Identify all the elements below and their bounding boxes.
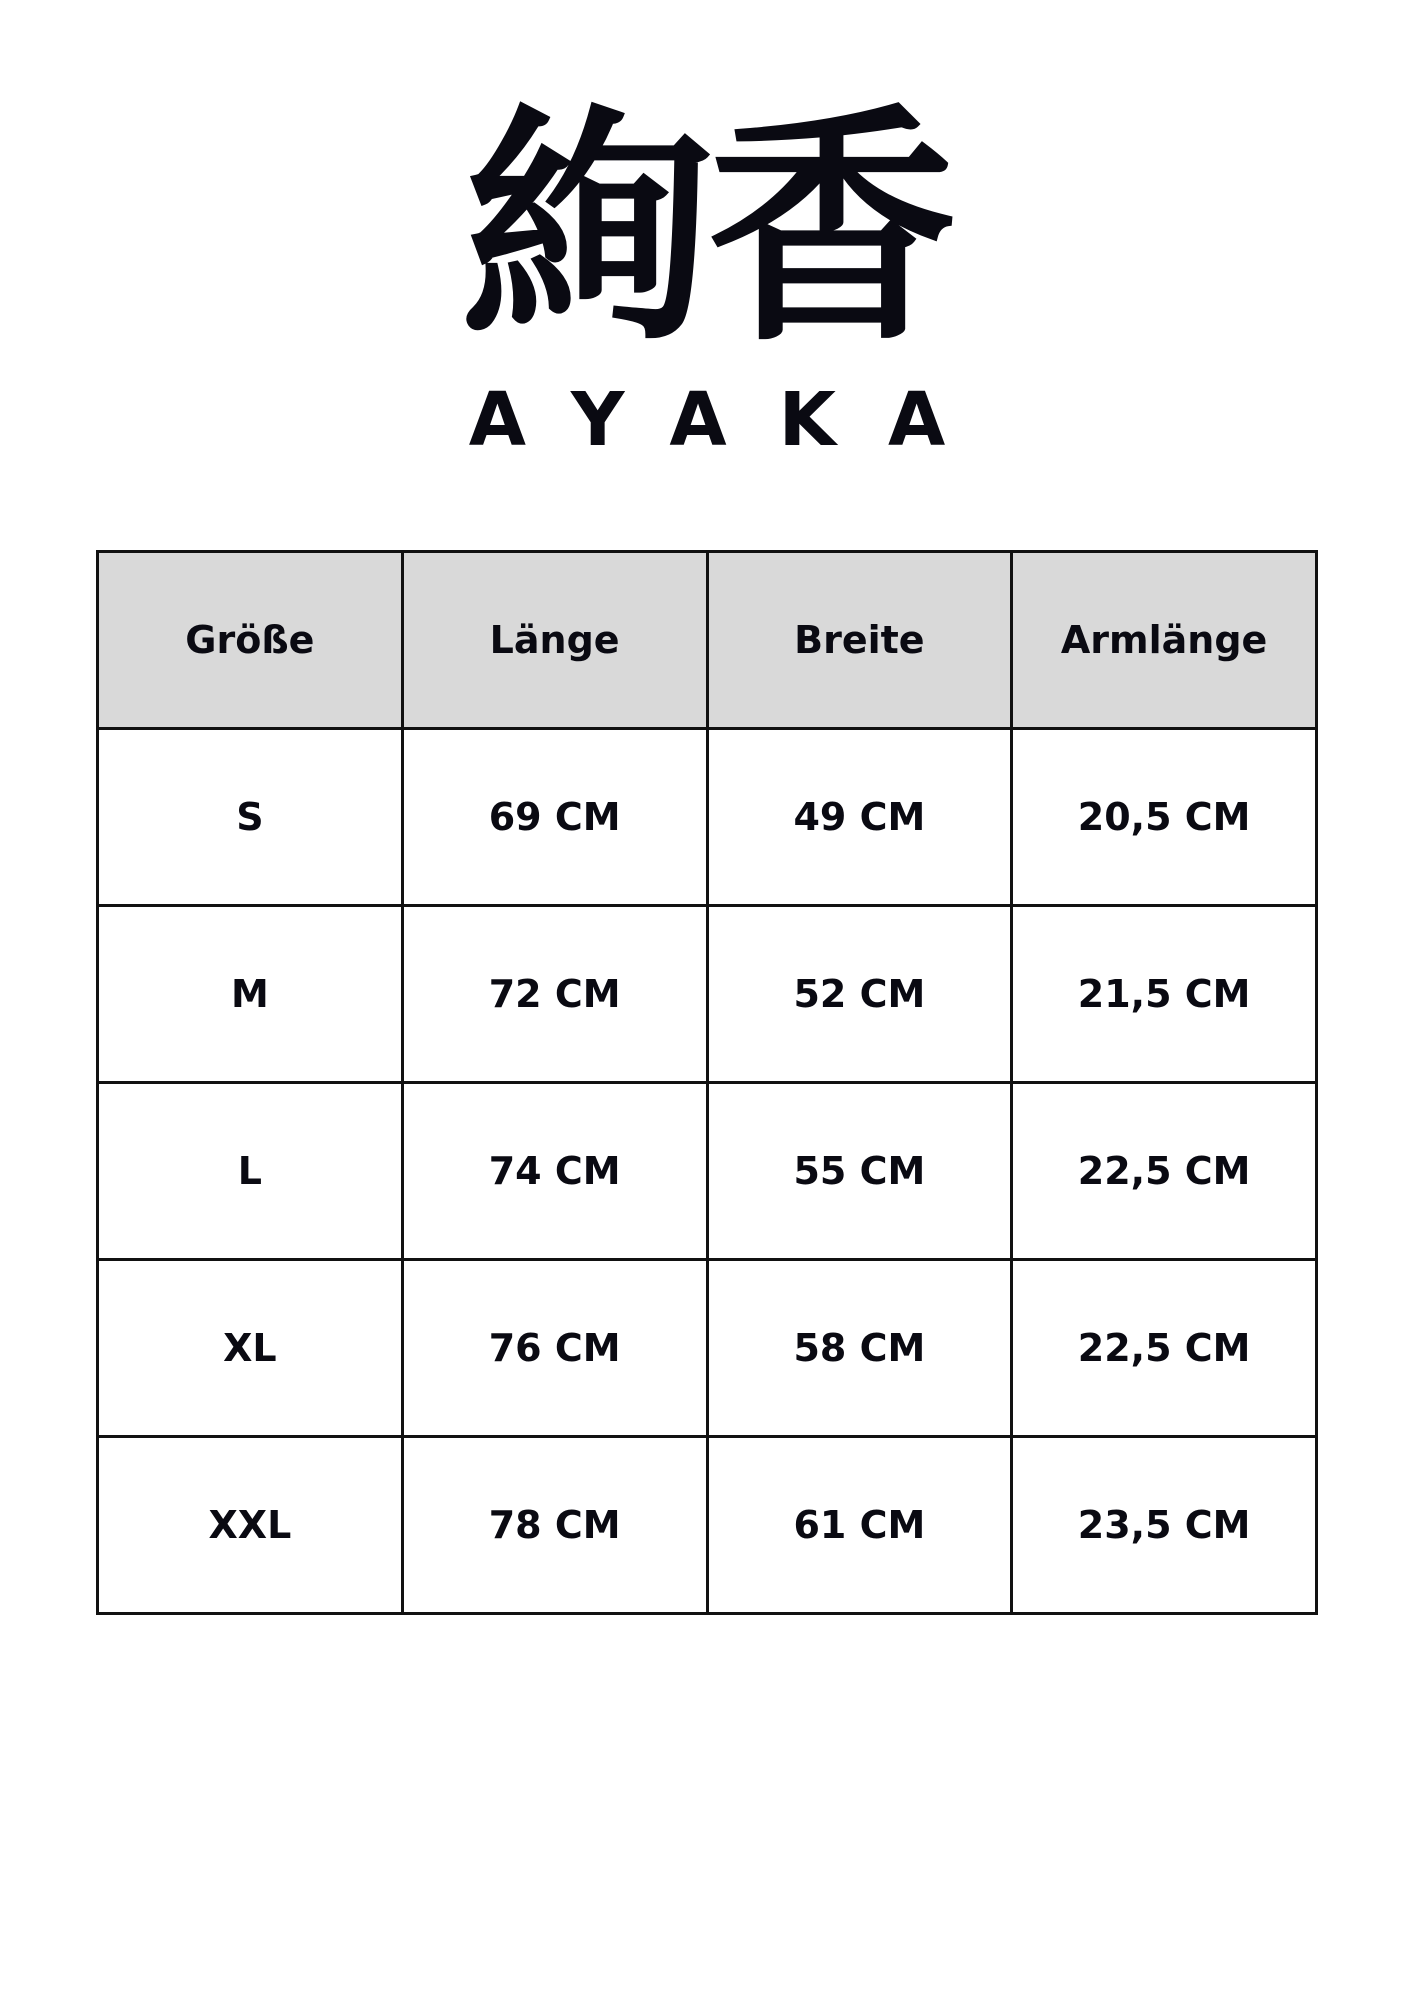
header-size: Größe — [98, 552, 403, 729]
table-row — [98, 729, 1317, 906]
cell-sleeve-length: 21,5 CM — [1012, 906, 1317, 1083]
cell-width: 52 CM — [707, 906, 1012, 1083]
cell-length: 78 CM — [402, 1437, 707, 1614]
cell-sleeve-length: 22,5 CM — [1012, 1260, 1317, 1437]
brand-name: AYAKA — [468, 377, 998, 463]
cell-width: 49 CM — [707, 729, 1012, 906]
table-row — [98, 1437, 1317, 1614]
cell-width: 61 CM — [707, 1437, 1012, 1614]
cell-width: 55 CM — [707, 1083, 1012, 1260]
table-header-row — [98, 552, 1317, 729]
cell-size: S — [98, 729, 403, 906]
cell-length: 72 CM — [402, 906, 707, 1083]
brand-kanji: 絢香 — [463, 84, 951, 375]
cell-size: M — [98, 906, 403, 1083]
cell-sleeve-length: 23,5 CM — [1012, 1437, 1317, 1614]
cell-length: 74 CM — [402, 1083, 707, 1260]
table-row — [98, 906, 1317, 1083]
header-width: Breite — [707, 552, 1012, 729]
cell-size: XL — [98, 1260, 403, 1437]
cell-sleeve-length: 22,5 CM — [1012, 1083, 1317, 1260]
cell-size: XXL — [98, 1437, 403, 1614]
cell-sleeve-length: 20,5 CM — [1012, 729, 1317, 906]
header-length: Länge — [402, 552, 707, 729]
table-row — [98, 1083, 1317, 1260]
brand-logo — [0, 84, 1414, 463]
cell-length: 76 CM — [402, 1260, 707, 1437]
cell-size: L — [98, 1083, 403, 1260]
size-chart-table — [96, 550, 1318, 1615]
header-sleeve-length: Armlänge — [1012, 552, 1317, 729]
cell-length: 69 CM — [402, 729, 707, 906]
cell-width: 58 CM — [707, 1260, 1012, 1437]
table-row — [98, 1260, 1317, 1437]
